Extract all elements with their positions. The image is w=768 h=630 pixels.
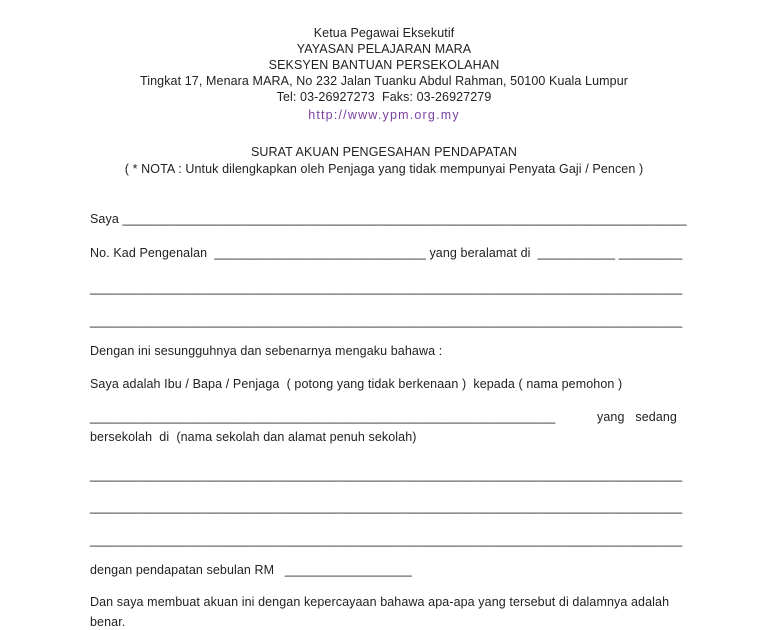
header-officer: Ketua Pegawai Eksekutif	[313, 26, 455, 40]
school-label: bersekolah di (nama sekolah dan alamat penuh sekolah)	[90, 430, 417, 444]
address-line-2[interactable]: ____________________________________________________________________________________	[90, 314, 683, 328]
yang-sedang-text	[597, 410, 677, 425]
website-link[interactable]: http://www.ypm.org.my	[308, 108, 460, 122]
form-title: SURAT AKUAN PENGESAHAN PENDAPATAN	[250, 145, 518, 159]
income-field[interactable]: dengan pendapatan sebulan RM __________________	[90, 563, 412, 577]
declaration-text: Dengan ini sesungguhnya dan sebenarnya mengaku bahawa :	[90, 344, 443, 358]
header-section: SEKSYEN BANTUAN PERSEKOLAHAN	[268, 58, 500, 72]
yang-word: yang	[597, 410, 625, 424]
header-phone: Tel: 03-26927273 Faks: 03-26927279	[276, 90, 492, 104]
form-note: ( * NOTA : Untuk dilengkapkan oleh Penjaga yang tidak mempunyai Penyata Gaji / Pencen )	[124, 162, 644, 176]
address-line-1[interactable]: ____________________________________________________________________________________	[90, 281, 683, 295]
closing-text-2: benar.	[90, 615, 126, 629]
name-field[interactable]: Saya ________________________________________________________________________________	[90, 212, 687, 226]
relation-text: Saya adalah Ibu / Bapa / Penjaga ( potong yang tidak berkenaan ) kepada ( nama pemohon )	[90, 377, 623, 391]
school-line-3[interactable]: ____________________________________________________________________________________	[90, 533, 683, 547]
sedang-word: sedang	[635, 410, 677, 424]
header-organization: YAYASAN PELAJARAN MARA	[296, 42, 472, 56]
applicant-name-field[interactable]: __________________________________________________________________	[90, 410, 556, 424]
ic-address-field[interactable]: No. Kad Pengenalan ______________________________ yang beralamat di ___________ _________	[90, 246, 683, 260]
closing-text-1: Dan saya membuat akuan ini dengan kepercayaan bahawa apa-apa yang tersebut di dalamnya adalah	[90, 595, 670, 609]
school-line-1[interactable]: ____________________________________________________________________________________	[90, 468, 683, 482]
header-address: Tingkat 17, Menara MARA, No 232 Jalan Tuanku Abdul Rahman, 50100 Kuala Lumpur	[139, 74, 629, 88]
school-line-2[interactable]: ____________________________________________________________________________________	[90, 500, 683, 514]
